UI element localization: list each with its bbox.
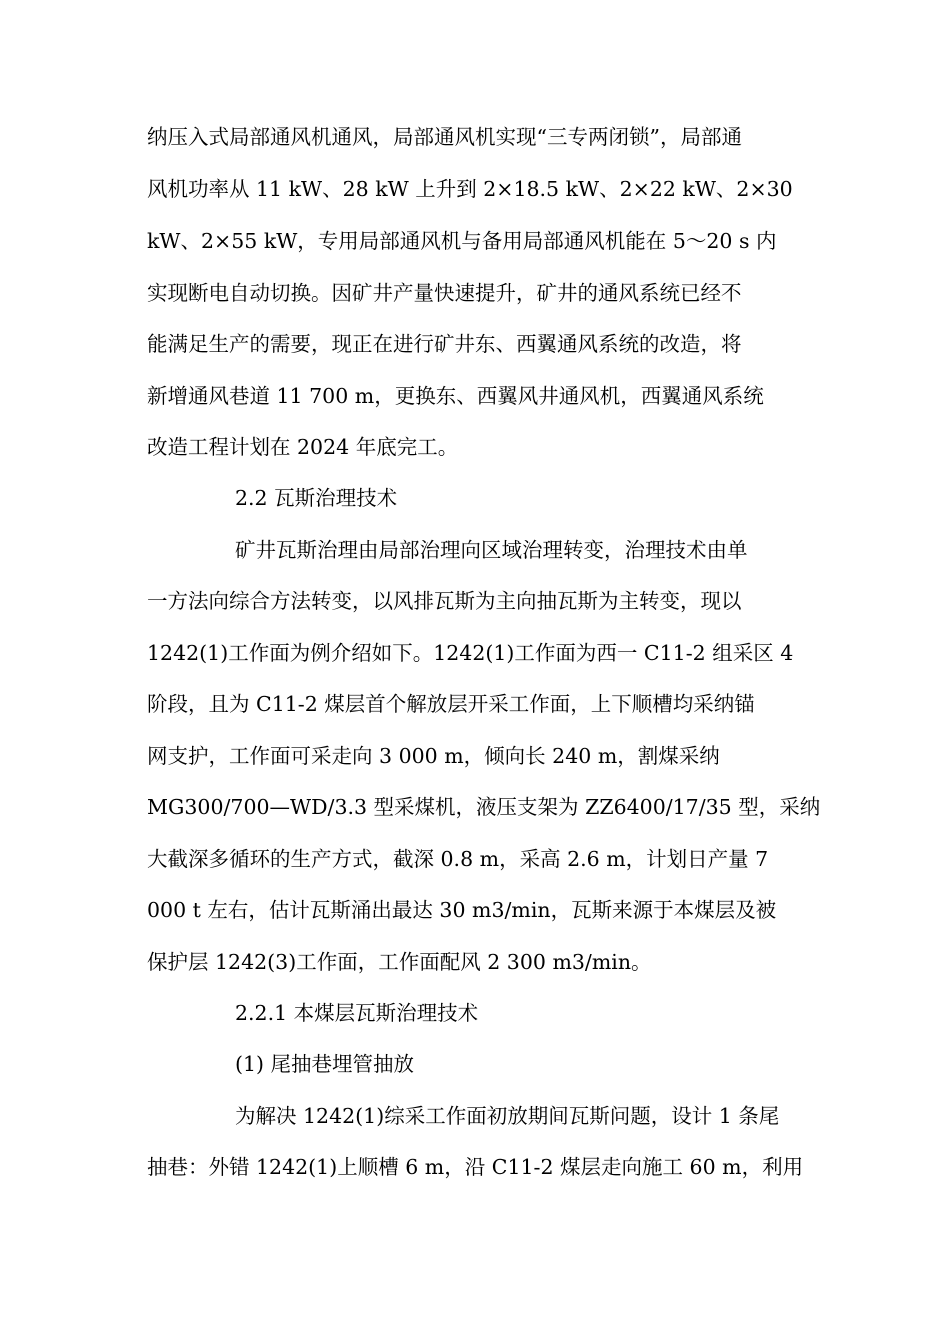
text-line: 纳压入式局部通风机通风，局部通风机实现“三专两闭锁”，局部通	[147, 125, 742, 149]
subsection-heading: 2.2.1 本煤层瓦斯治理技术	[235, 1001, 479, 1025]
text-line: MG300/700—WD/3.3 型采煤机，液压支架为 ZZ6400/17/35 型，采纳	[147, 795, 821, 819]
text-line: 矿井瓦斯治理由局部治理向区域治理转变，治理技术由单	[235, 538, 748, 562]
text-line: 改造工程计划在 2024 年底完工。	[147, 435, 459, 459]
list-heading: (1) 尾抽巷埋管抽放	[235, 1052, 415, 1076]
text-line: 一方法向综合方法转变，以风排瓦斯为主向抽瓦斯为主转变，现以	[147, 589, 742, 613]
text-line: 实现断电自动切换。因矿井产量快速提升，矿井的通风系统已经不	[147, 281, 742, 305]
text-line: 抽巷：外错 1242(1)上顺槽 6 m，沿 C11-2 煤层走向施工 60 m，利用	[147, 1155, 804, 1179]
text-line: 000 t 左右，估计瓦斯涌出最达 30 m3/min，瓦斯来源于本煤层及被	[147, 898, 777, 922]
text-line: 大截深多循环的生产方式，截深 0.8 m，采高 2.6 m，计划日产量 7	[147, 847, 769, 871]
text-line: 保护层 1242(3)工作面，工作面配风 2 300 m3/min。	[147, 950, 652, 974]
text-line: 阶段，且为 C11-2 煤层首个解放层开采工作面，上下顺槽均采纳锚	[147, 692, 755, 716]
text-line: 风机功率从 11 kW、28 kW 上升到 2×18.5 kW、2×22 kW、2×30	[147, 177, 793, 201]
text-line: 能满足生产的需要，现正在进行矿井东、西翼通风系统的改造，将	[147, 332, 742, 356]
text-line: 新增通风巷道 11 700 m，更换东、西翼风井通风机，西翼通风系统	[147, 384, 764, 408]
text-line: 为解决 1242(1)综采工作面初放期间瓦斯问题，设计 1 条尾	[235, 1104, 780, 1128]
text-line: 1242(1)工作面为例介绍如下。1242(1)工作面为西一 C11-2 组采区 4	[147, 641, 794, 665]
text-line: kW、2×55 kW，专用局部通风机与备用局部通风机能在 5～20 s 内	[147, 229, 777, 253]
section-heading: 2.2 瓦斯治理技术	[235, 486, 398, 510]
text-line: 网支护，工作面可采走向 3 000 m，倾向长 240 m，割煤采纳	[147, 744, 720, 768]
